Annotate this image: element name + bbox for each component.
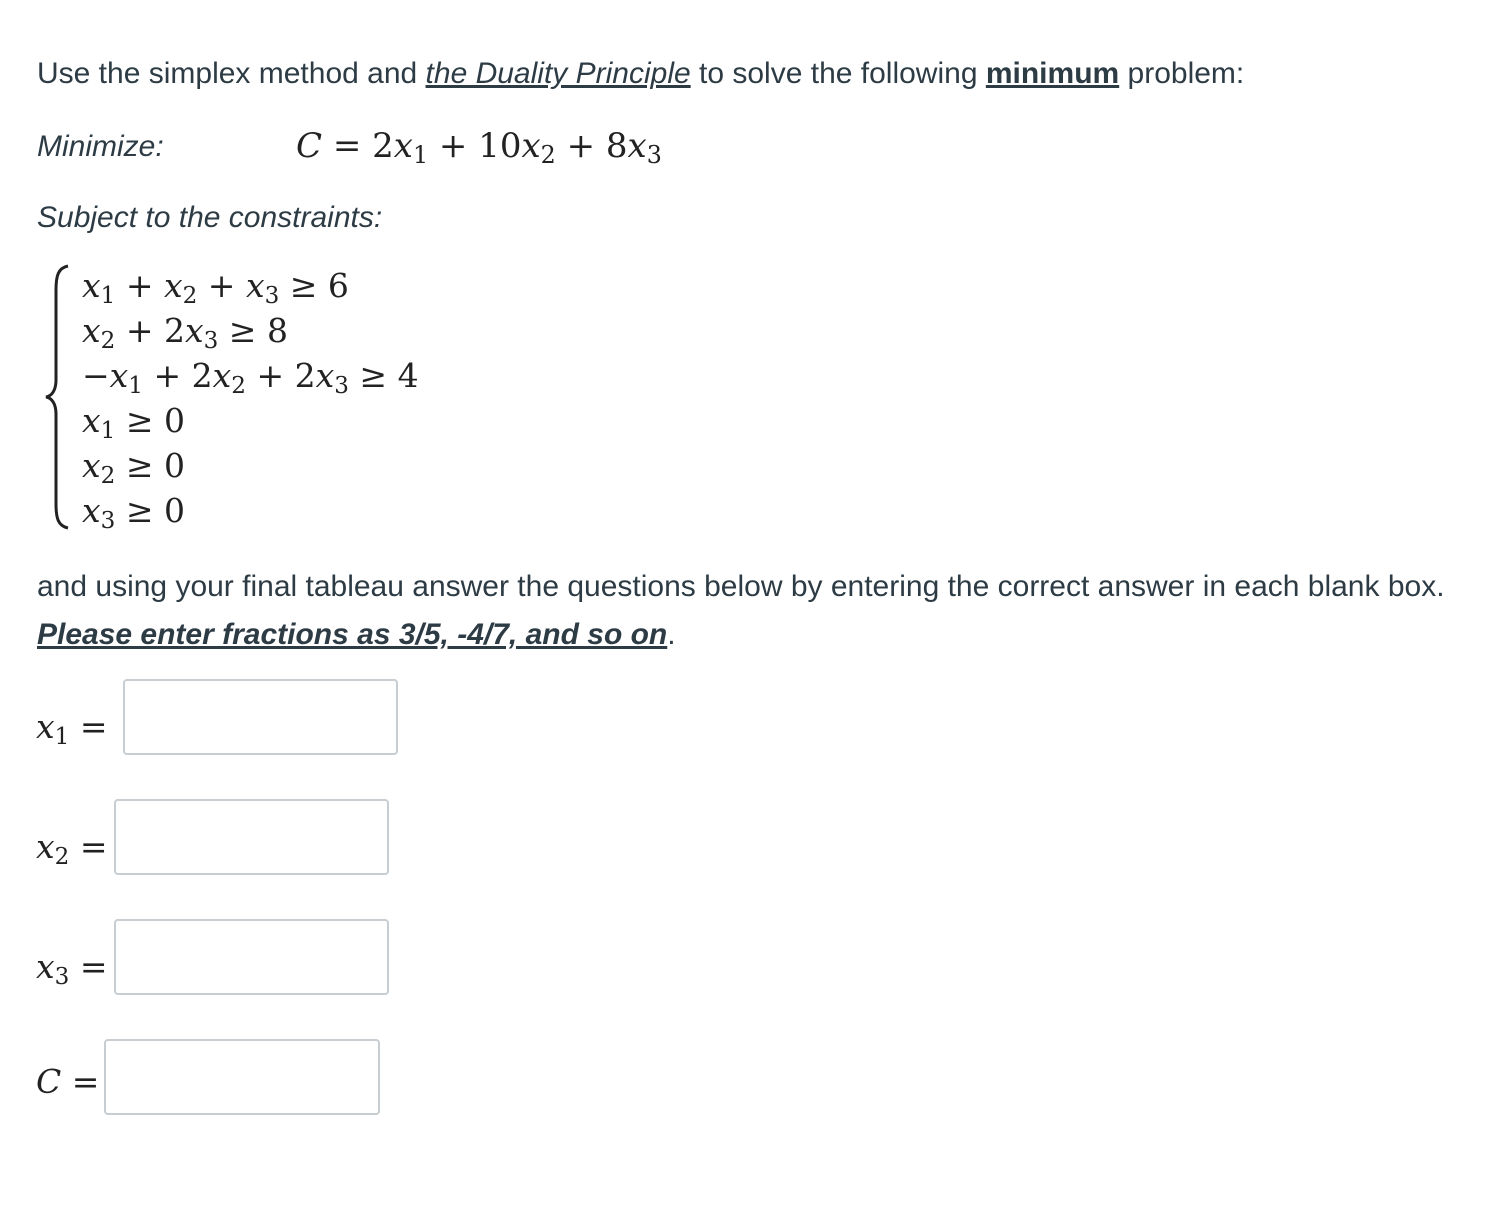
plus-op: +: [428, 126, 479, 166]
eq: =: [61, 1062, 100, 1101]
objective-eq: =: [322, 126, 373, 166]
sub: 1: [100, 417, 116, 444]
term-var: x: [521, 126, 541, 166]
op: + 2: [142, 356, 213, 395]
x3-answer-input[interactable]: [114, 919, 389, 995]
var: x: [245, 266, 265, 305]
neg: −: [82, 356, 110, 395]
var: x: [82, 401, 101, 440]
sub: 3: [264, 282, 280, 309]
eq: =: [69, 707, 108, 746]
sub: 3: [334, 372, 349, 399]
relation: ≥: [279, 266, 328, 305]
relation: ≥: [115, 401, 164, 440]
answer-label-x3: [36, 947, 107, 997]
relation: ≥: [218, 311, 267, 350]
op: + 2: [245, 356, 316, 395]
left-brace-icon: [44, 262, 76, 532]
sub: 2: [54, 843, 70, 870]
eq: =: [69, 827, 108, 866]
term-coef: 2: [372, 126, 394, 166]
instructions: [37, 563, 1477, 659]
var: x: [82, 491, 101, 530]
plus-op: +: [555, 126, 606, 166]
constraint-row: [82, 356, 419, 401]
constraint-row: [82, 491, 419, 536]
instructions-text: and using your final tableau answer the questions below by entering the correct answer in each blank box.: [37, 570, 1445, 603]
x1-answer-input[interactable]: [123, 679, 398, 755]
sub: 2: [231, 372, 246, 399]
sub: 2: [182, 282, 198, 309]
subject-to-label: Subject to the constraints:: [37, 201, 383, 234]
fraction-format-note: Please enter fractions as 3/5, -4/7, and so on: [37, 618, 668, 651]
x2-answer-input[interactable]: [114, 799, 389, 875]
sub: 1: [100, 282, 116, 309]
term-sub: 1: [412, 140, 429, 169]
problem-intro: [37, 54, 1244, 94]
answer-label-c: [36, 1062, 99, 1102]
sub: 2: [100, 462, 116, 489]
rhs: 0: [163, 491, 185, 530]
sub: 3: [100, 507, 116, 534]
intro-text: Use the simplex method and: [37, 57, 426, 90]
var: x: [82, 266, 101, 305]
constraint-system: [82, 266, 419, 536]
sub: 2: [100, 327, 116, 354]
sub: 1: [54, 723, 70, 750]
var: x: [184, 311, 204, 350]
constraint-row: [82, 266, 419, 311]
term-coef: 8: [605, 126, 628, 166]
var: x: [109, 356, 129, 395]
term-var: x: [627, 126, 647, 166]
constraint-row: [82, 311, 419, 356]
var: x: [163, 266, 183, 305]
var: x: [212, 356, 232, 395]
sub: 3: [54, 963, 70, 990]
term-coef: 10: [478, 126, 522, 166]
relation: ≥: [115, 491, 164, 530]
term-var: x: [393, 126, 413, 166]
relation: ≥: [348, 356, 398, 395]
objective-function: [296, 124, 662, 177]
instructions-end: .: [667, 618, 676, 651]
eq: =: [69, 947, 108, 986]
var: x: [36, 707, 55, 746]
var: x: [82, 311, 101, 350]
op: +: [197, 266, 246, 305]
var: x: [36, 827, 55, 866]
constraint-row: [82, 401, 419, 446]
op: +: [115, 266, 164, 305]
rhs: 0: [163, 446, 185, 485]
minimum-emphasis: minimum: [985, 57, 1120, 90]
rhs: 4: [397, 356, 419, 395]
var: x: [82, 446, 101, 485]
rhs: 0: [163, 401, 185, 440]
answer-label-x1: [36, 707, 107, 757]
var: C: [36, 1062, 62, 1101]
answer-label-x2: [36, 827, 107, 877]
sub: 3: [203, 327, 219, 354]
intro-text-2: to solve the following: [690, 57, 986, 90]
term-sub: 2: [540, 140, 556, 169]
op: + 2: [115, 311, 185, 350]
rhs: 6: [327, 266, 349, 305]
intro-text-3: problem:: [1119, 57, 1245, 90]
rhs: 8: [266, 311, 288, 350]
term-sub: 3: [646, 140, 662, 169]
sub: 1: [128, 372, 143, 399]
var: x: [36, 947, 55, 986]
duality-principle-link[interactable]: the Duality Principle: [425, 57, 691, 90]
var: x: [315, 356, 335, 395]
minimize-label: Minimize:: [37, 130, 164, 163]
c-answer-input[interactable]: [104, 1039, 380, 1115]
constraint-row: [82, 446, 419, 491]
objective-lhs: C: [296, 126, 323, 166]
relation: ≥: [115, 446, 164, 485]
